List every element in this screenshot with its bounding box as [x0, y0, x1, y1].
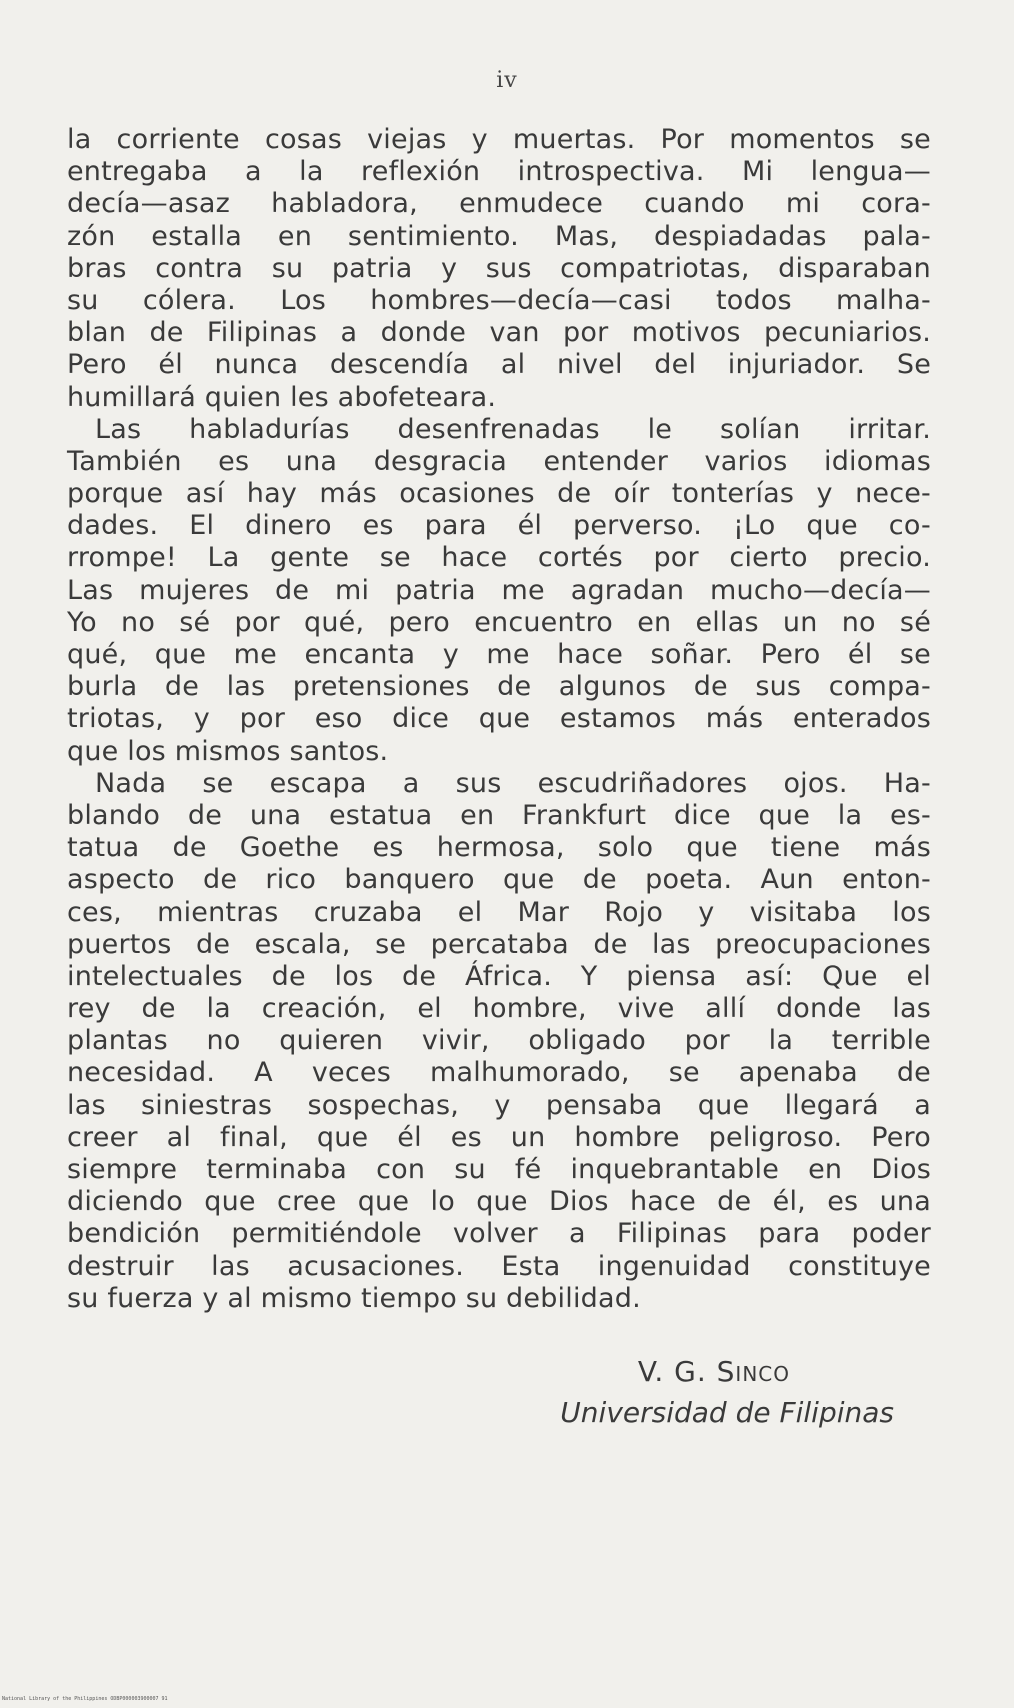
text-line: Las mujeres de mi patria me agradan mucho—decía—	[67, 574, 931, 606]
text-line: tatua de Goethe es hermosa, solo que tiene más	[67, 832, 931, 864]
text-line: aspecto de rico banquero que de poeta. Aun enton-	[67, 864, 931, 896]
text-line: ces, mientras cruzaba el Mar Rojo y visitaba los	[67, 896, 931, 928]
text-line: plantas no quieren vivir, obligado por la terrible	[67, 1025, 931, 1057]
text-line: burla de las pretensiones de algunos de sus compa-	[67, 671, 931, 703]
text-line: bras contra su patria y sus compatriotas, disparaban	[67, 252, 931, 284]
text-line: bendición permitiéndole volver a Filipinas para poder	[67, 1218, 931, 1250]
text-line: la corriente cosas viejas y muertas. Por momentos se	[67, 124, 931, 155]
text-line: Nada se escapa a sus escudriñadores ojos. Ha-	[95, 767, 931, 799]
signature-name: V. G. Sinco	[637, 1355, 790, 1388]
text-line: porque así hay más ocasiones de oír tonterías y nece-	[67, 478, 931, 510]
text-line: blan de Filipinas a donde van por motivos pecuniarios.	[67, 317, 931, 349]
text-line: También es una desgracia entender varios idiomas	[67, 445, 931, 477]
text-line: qué, que me encanta y me hace soñar. Pero él se	[67, 639, 931, 670]
text-line: destruir las acusaciones. Esta ingenuidad constituye	[67, 1250, 931, 1282]
text-line: decía—asaz habladora, enmudece cuando mi cora-	[67, 188, 931, 220]
text-line: creer al final, que él es un hombre peligroso. Pero	[67, 1121, 931, 1153]
signature-affiliation: Universidad de Filipinas	[560, 1396, 894, 1429]
text-line: que los mismos santos.	[67, 735, 389, 767]
text-line: zón estalla en sentimiento. Mas, despiadadas pala-	[67, 220, 931, 252]
body-text	[67, 124, 931, 1315]
text-line: necesidad. A veces malhumorado, se apenaba de	[67, 1057, 931, 1089]
text-line: blando de una estatua en Frankfurt dice que la es-	[67, 799, 931, 831]
text-line: dades. El dinero es para él perverso. ¡Lo que co-	[67, 510, 931, 542]
text-line: su cólera. Los hombres—decía—casi todos malha-	[67, 284, 931, 316]
text-line: su fuerza y al mismo tiempo su debilidad.	[67, 1282, 641, 1314]
paragraph	[67, 768, 931, 1315]
text-line: humillará quien les abofeteara.	[67, 381, 497, 413]
text-line: triotas, y por eso dice que estamos más enterados	[67, 703, 931, 735]
text-line: intelectuales de los de África. Y piensa así: Que el	[67, 960, 931, 992]
text-line: Pero él nunca descendía al nivel del injuriador. Se	[67, 349, 931, 381]
text-line: las siniestras sospechas, y pensaba que llegará a	[67, 1089, 931, 1121]
text-line: puertos de escala, se percataba de las preocupaciones	[67, 928, 931, 960]
text-line: rrompe! La gente se hace cortés por cierto precio.	[67, 542, 931, 574]
text-line: entregaba a la reflexión introspectiva. Mi lengua—	[67, 156, 931, 188]
text-line: Las habladurías desenfrenadas le solían irritar.	[95, 413, 931, 445]
paragraph	[67, 414, 931, 768]
text-line: rey de la creación, el hombre, vive allí donde las	[67, 993, 931, 1025]
page-number: iv	[496, 68, 518, 93]
paragraph	[67, 124, 931, 414]
text-line: Yo no sé por qué, pero encuentro en ellas un no sé	[67, 606, 931, 638]
footer-note: National Library of the Philippines ODBP000003900007 91	[2, 1696, 168, 1702]
text-line: diciendo que cree que lo que Dios hace de él, es una	[67, 1186, 931, 1218]
text-line: siempre terminaba con su fé inquebrantable en Dios	[67, 1154, 931, 1185]
